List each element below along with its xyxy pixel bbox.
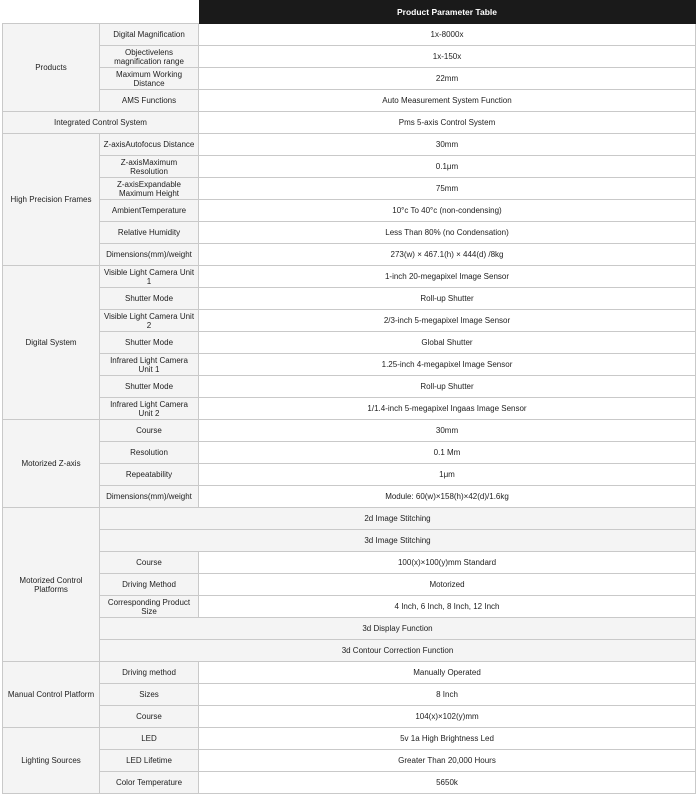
parameter-value: 104(x)×102(y)mm (199, 706, 696, 728)
parameter-label: Resolution (100, 442, 199, 464)
parameter-label: Digital Magnification (100, 24, 199, 46)
table-row (3, 596, 696, 618)
parameter-label: Repeatability (100, 464, 199, 486)
parameter-label: Visible Light Camera Unit 2 (100, 310, 199, 332)
parameter-value: 2/3-inch 5-megapixel Image Sensor (199, 310, 696, 332)
table-row (3, 772, 696, 794)
parameter-label: AmbientTemperature (100, 200, 199, 222)
table-row (3, 574, 696, 596)
parameter-value: 273(w) × 467.1(h) × 444(d) /8kg (199, 244, 696, 266)
parameter-value: Pms 5-axis Control System (199, 112, 696, 134)
parameter-label: Shutter Mode (100, 332, 199, 354)
category-cell: Motorized Z-axis (3, 420, 100, 508)
table-row (3, 684, 696, 706)
parameter-label: Relative Humidity (100, 222, 199, 244)
table-row (3, 508, 696, 530)
parameter-label: AMS Functions (100, 90, 199, 112)
category-cell: Motorized Control Platforms (3, 508, 100, 662)
parameter-value: 1μm (199, 464, 696, 486)
table-row (3, 376, 696, 398)
parameter-value: Global Shutter (199, 332, 696, 354)
parameter-label: Infrared Light Camera Unit 1 (100, 354, 199, 376)
table-row (3, 200, 696, 222)
table-row (3, 552, 696, 574)
table-row (3, 464, 696, 486)
table-row (3, 706, 696, 728)
feature-cell: 3d Display Function (100, 618, 696, 640)
parameter-label: Z-axisExpandable Maximum Height (100, 178, 199, 200)
table-row (3, 222, 696, 244)
table-row (3, 530, 696, 552)
table-row (3, 134, 696, 156)
parameter-value: Roll-up Shutter (199, 288, 696, 310)
parameter-label: Driving Method (100, 574, 199, 596)
table-row (3, 750, 696, 772)
table-row (3, 288, 696, 310)
parameter-label: Color Temperature (100, 772, 199, 794)
table-header-row (3, 1, 696, 24)
parameter-value: 1x-150x (199, 46, 696, 68)
parameter-label: Course (100, 706, 199, 728)
table-body (3, 24, 696, 794)
parameter-value: 0.1μm (199, 156, 696, 178)
table-row (3, 24, 696, 46)
category-cell: Products (3, 24, 100, 112)
parameter-value: Greater Than 20,000 Hours (199, 750, 696, 772)
table-row (3, 310, 696, 332)
parameter-label: Dimensions(mm)/weight (100, 244, 199, 266)
feature-cell: 3d Image Stitching (100, 530, 696, 552)
parameter-label: Dimensions(mm)/weight (100, 486, 199, 508)
product-parameter-table (2, 0, 696, 794)
parameter-label: Objectivelens magnification range (100, 46, 199, 68)
parameter-value: 1/1.4-inch 5-megapixel Ingaas Image Sensor (199, 398, 696, 420)
table-row (3, 486, 696, 508)
category-cell: Digital System (3, 266, 100, 420)
table-row (3, 398, 696, 420)
parameter-value: Manually Operated (199, 662, 696, 684)
parameter-value: 1-inch 20-megapixel Image Sensor (199, 266, 696, 288)
category-cell: Lighting Sources (3, 728, 100, 794)
category-cell: High Precision Frames (3, 134, 100, 266)
parameter-value: Less Than 80% (no Condensation) (199, 222, 696, 244)
table-row (3, 178, 696, 200)
table-row (3, 266, 696, 288)
parameter-value: 8 Inch (199, 684, 696, 706)
table-row (3, 244, 696, 266)
table-row (3, 156, 696, 178)
category-cell: Integrated Control System (3, 112, 199, 134)
table-row (3, 442, 696, 464)
parameter-value: 5v 1a High Brightness Led (199, 728, 696, 750)
parameter-label: Course (100, 552, 199, 574)
table-row (3, 420, 696, 442)
parameter-value: 100(x)×100(y)mm Standard (199, 552, 696, 574)
parameter-value: 30mm (199, 420, 696, 442)
parameter-label: Driving method (100, 662, 199, 684)
parameter-value: 30mm (199, 134, 696, 156)
parameter-label: Shutter Mode (100, 376, 199, 398)
parameter-value: Motorized (199, 574, 696, 596)
table-row (3, 354, 696, 376)
parameter-value: Module: 60(w)×158(h)×42(d)/1.6kg (199, 486, 696, 508)
parameter-label: Z-axisAutofocus Distance (100, 134, 199, 156)
parameter-label: LED Lifetime (100, 750, 199, 772)
table-title: Product Parameter Table (199, 1, 696, 24)
feature-cell: 2d Image Stitching (100, 508, 696, 530)
parameter-value: 1x-8000x (199, 24, 696, 46)
parameter-value: 0.1 Mm (199, 442, 696, 464)
parameter-label: Visible Light Camera Unit 1 (100, 266, 199, 288)
parameter-value: 1.25-inch 4-megapixel Image Sensor (199, 354, 696, 376)
feature-cell: 3d Contour Correction Function (100, 640, 696, 662)
parameter-value: 22mm (199, 68, 696, 90)
parameter-label: LED (100, 728, 199, 750)
table-row (3, 332, 696, 354)
category-cell: Manual Control Platform (3, 662, 100, 728)
table-row (3, 662, 696, 684)
parameter-label: Z-axisMaximum Resolution (100, 156, 199, 178)
table-row (3, 68, 696, 90)
parameter-label: Course (100, 420, 199, 442)
table-row (3, 90, 696, 112)
table-row (3, 728, 696, 750)
parameter-value: Auto Measurement System Function (199, 90, 696, 112)
parameter-value: Roll-up Shutter (199, 376, 696, 398)
header-blank-cell (3, 1, 199, 24)
parameter-value: 4 Inch, 6 Inch, 8 Inch, 12 Inch (199, 596, 696, 618)
parameter-value: 5650k (199, 772, 696, 794)
table-row (3, 46, 696, 68)
table-row (3, 112, 696, 134)
parameter-value: 75mm (199, 178, 696, 200)
parameter-label: Maximum Working Distance (100, 68, 199, 90)
parameter-label: Corresponding Product Size (100, 596, 199, 618)
parameter-value: 10°c To 40°c (non-condensing) (199, 200, 696, 222)
parameter-label: Sizes (100, 684, 199, 706)
table-row (3, 618, 696, 640)
parameter-label: Infrared Light Camera Unit 2 (100, 398, 199, 420)
parameter-label: Shutter Mode (100, 288, 199, 310)
table-row (3, 640, 696, 662)
